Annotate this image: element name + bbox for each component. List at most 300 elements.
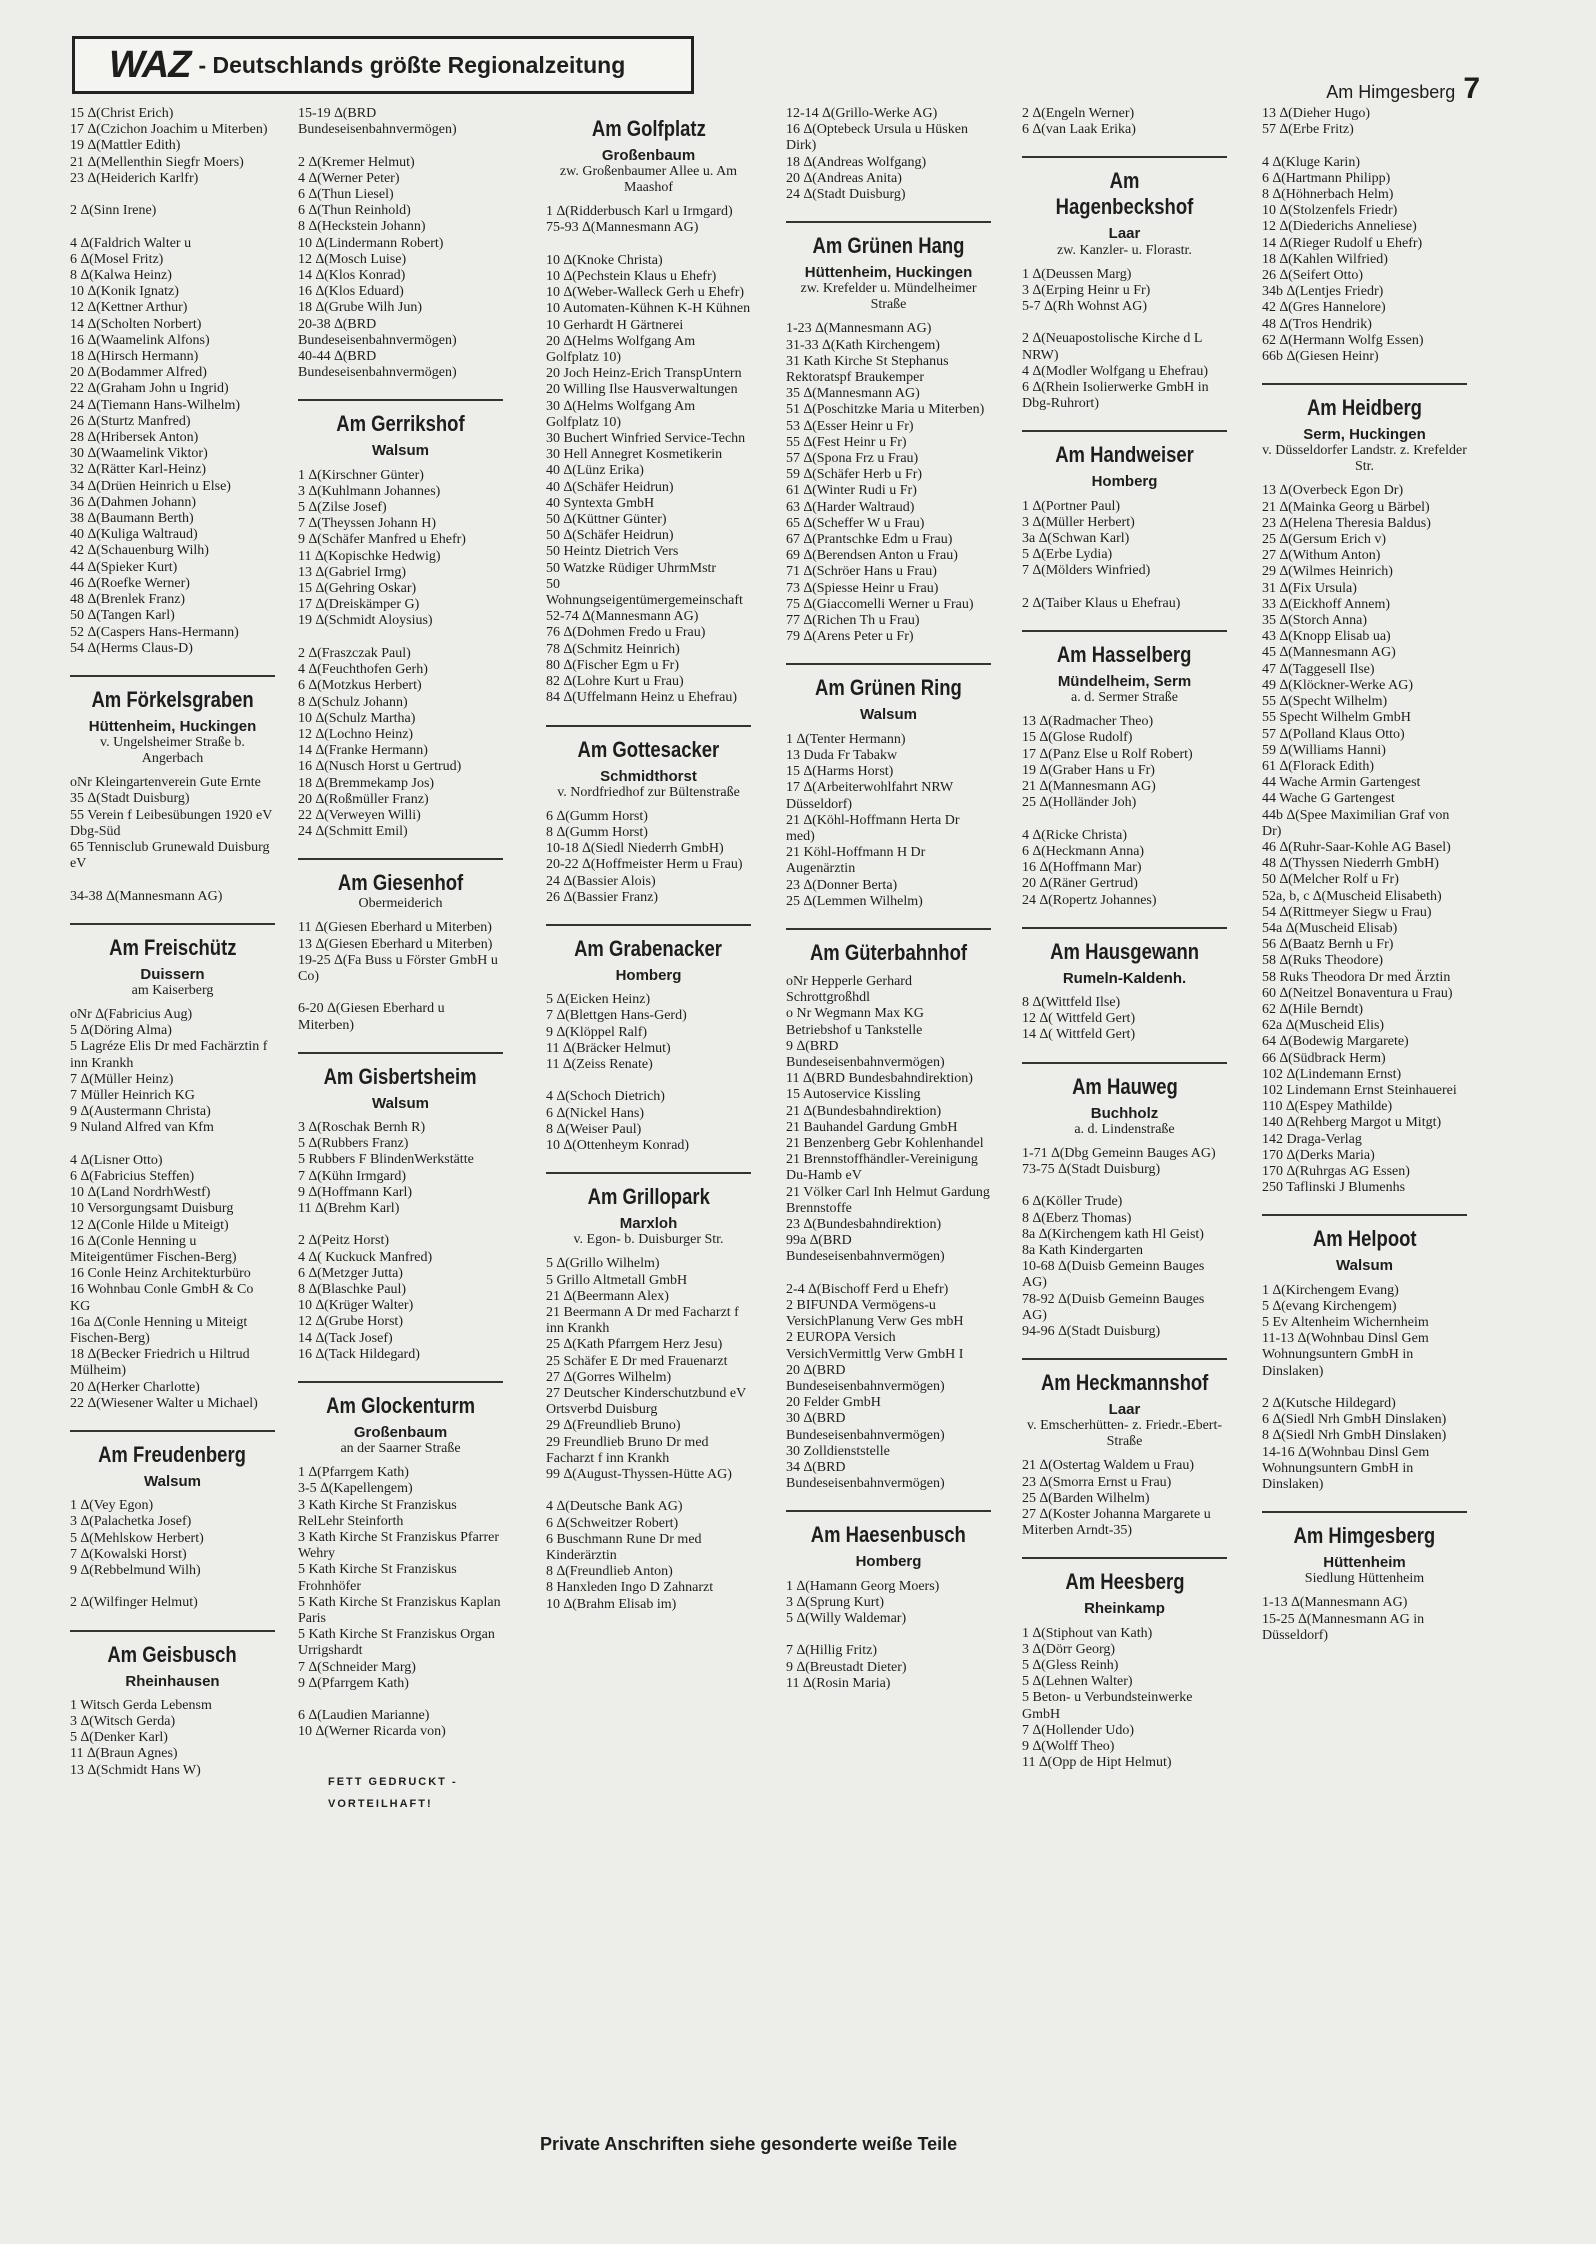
directory-entry: 16 ∆(Nusch Horst u Gertrud) <box>298 759 462 775</box>
entry-list <box>1022 995 1227 1044</box>
street-heading <box>70 675 275 767</box>
directory-entry: 15 ∆(Gehring Oskar) <box>298 581 417 597</box>
directory-entry: 18 ∆(Bremmekamp Jos) <box>298 775 435 791</box>
directory-entry: 10 ∆(Weber-Walleck Gerh u Ehefr) <box>546 285 745 301</box>
street-district: Marxloh <box>619 1215 678 1233</box>
directory-entry: 45 ∆(Mannesmann AG) <box>1262 645 1396 661</box>
waz-logo: WAZ <box>109 43 191 86</box>
street-name: Am Glockenturm <box>326 1393 475 1418</box>
directory-entry: 14 ∆(Klos Konrad) <box>298 268 406 284</box>
directory-entry: 24 ∆(Schmitt Emil) <box>298 824 408 840</box>
entry-list <box>786 973 994 1493</box>
directory-entry: 33 ∆(Eickhoff Annem) <box>1262 596 1391 612</box>
directory-entry: 5-7 ∆(Rh Wohnst AG) <box>1022 299 1148 315</box>
directory-entry: 30 Hell Annegret Kosmetikerin <box>546 447 723 463</box>
directory-entry: 9 ∆(Hoffmann Karl) <box>298 1184 413 1200</box>
directory-entry: 54a ∆(Muscheid Elisab) <box>1262 920 1398 936</box>
street-location: an der Saarner Straße <box>340 1441 461 1457</box>
directory-entry: 48 ∆(Brenlek Franz) <box>70 592 186 608</box>
footer-note: Private Anschriften siehe gesonderte weiße Teile <box>540 2134 958 2154</box>
directory-entry: 5 ∆(Erbe Lydia) <box>1022 547 1113 563</box>
directory-entry: 14 ∆(Franke Hermann) <box>298 743 428 759</box>
directory-entry: 40-44 ∆(BRD Bundeseisenbahnvermögen) <box>298 349 457 381</box>
directory-entry: 21 Völker Carl Inh Helmut Gardung Brennstoffe <box>786 1184 994 1216</box>
directory-entry: 63 ∆(Harder Waltraud) <box>786 499 915 515</box>
directory-entry <box>1022 1178 1227 1194</box>
directory-entry: 7 ∆(Blettgen Hans-Gerd) <box>546 1008 687 1024</box>
directory-entry: 16 ∆(Waamelink Alfons) <box>70 332 210 348</box>
street-name: Am Handweiser <box>1055 442 1194 468</box>
street-district: Homberg <box>855 1553 922 1571</box>
directory-entry: 4 ∆(Kluge Karin) <box>1262 154 1360 170</box>
directory-entry: 10 ∆(Brahm Elisab im) <box>546 1596 677 1612</box>
directory-entry: 73-75 ∆(Stadt Duisburg) <box>1022 1161 1161 1177</box>
street-heading <box>546 106 751 196</box>
directory-entry: 21 ∆(Bundesbahndirektion) <box>786 1103 942 1119</box>
directory-entry: 20 ∆(Räner Gertrud) <box>1022 876 1138 892</box>
directory-entry: 110 ∆(Espey Mathilde) <box>1262 1099 1393 1115</box>
directory-entry: 30 Buchert Winfried Service-Techn <box>546 431 746 447</box>
directory-entry: 5 ∆(Zilse Josef) <box>298 500 387 516</box>
street-name: Am Güterbahnhof <box>809 939 968 965</box>
street-district: Rheinkamp <box>1084 1600 1165 1618</box>
street-district: Serm, Huckingen <box>1303 426 1426 444</box>
directory-entry: 8 ∆(Eberz Thomas) <box>1022 1210 1132 1226</box>
directory-entry: 6 ∆(Hartmann Philipp) <box>1262 170 1391 186</box>
directory-entry: 5 ∆(Grillo Wilhelm) <box>546 1256 660 1272</box>
directory-entry: 24 ∆(Ropertz Johannes) <box>1022 892 1157 908</box>
directory-entry: 10 Automaten-Kühnen K-H Kühnen <box>546 301 751 317</box>
directory-entry: 44b ∆(Spee Maximilian Graf von Dr) <box>1262 807 1453 839</box>
directory-entry: 10-18 ∆(Siedl Niederrh GmbH) <box>546 841 724 857</box>
directory-entry: 46 ∆(Ruhr-Saar-Kohle AG Basel) <box>1262 839 1451 855</box>
directory-entry: 7 ∆(Hollender Udo) <box>1022 1722 1134 1738</box>
directory-entry: 5 ∆(Lehnen Walter) <box>1022 1674 1133 1690</box>
directory-entry: 12 ∆(Diederichs Anneliese) <box>1262 219 1417 235</box>
street-name: Am Heidberg <box>1306 395 1422 421</box>
directory-entry: 19 ∆(Mattler Edith) <box>70 138 181 154</box>
directory-entry: 13 ∆(Gabriel Irmg) <box>298 564 407 580</box>
directory-entry: 58 ∆(Ruks Theodore) <box>1262 953 1384 969</box>
street-district: Schmidthorst <box>600 767 697 785</box>
street-district: Großenbaum <box>353 1424 448 1441</box>
directory-entry: 140 ∆(Rehberg Margot u Mitgt) <box>1262 1115 1442 1131</box>
directory-entry: 3a ∆(Schwan Karl) <box>1022 531 1130 547</box>
street-heading <box>70 1630 275 1690</box>
directory-entry: 3 ∆(Müller Herbert) <box>1022 514 1135 530</box>
directory-entry: 2 BIFUNDA Vermögens-u VersichPlanung Verw Ges mbH <box>786 1297 964 1330</box>
directory-entry: 14 ∆( Wittfeld Gert) <box>1022 1027 1136 1043</box>
directory-entry: 35 ∆(Mannesmann AG) <box>786 386 920 402</box>
directory-entry: 6 ∆(Metzger Jutta) <box>298 1265 403 1281</box>
directory-entry: 142 Draga-Verlag <box>1262 1131 1362 1147</box>
directory-entry: 42 ∆(Gres Hannelore) <box>1262 300 1386 316</box>
directory-entry: 6 ∆(Schweitzer Robert) <box>546 1515 679 1531</box>
directory-entry: 54 ∆(Rittmeyer Siegw u Frau) <box>1262 904 1432 920</box>
directory-entry: 9 ∆(Rebbelmund Wilh) <box>70 1563 201 1579</box>
directory-entry: 1 ∆(Ridderbusch Karl u Irmgard) <box>546 204 733 220</box>
directory-column <box>1262 106 1467 1644</box>
directory-entry: 23 ∆(Smorra Ernst u Frau) <box>1022 1474 1172 1490</box>
directory-entry <box>70 872 275 888</box>
street-district: Rumeln-Kaldenh. <box>1062 969 1187 987</box>
directory-entry <box>1022 811 1227 827</box>
directory-entry: 12 ∆(Mosch Luise) <box>298 251 407 267</box>
directory-entry: 62 ∆(Hile Berndt) <box>1262 1001 1364 1017</box>
directory-entry: 17 ∆(Arbeiterwohlfahrt NRW Düsseldorf) <box>786 780 957 812</box>
directory-entry: o Nr Wegmann Max KG Betriebshof u Tankstelle <box>786 1006 928 1038</box>
directory-entry: 8 ∆(Weiser Paul) <box>546 1121 642 1137</box>
directory-entry: 7 ∆(Kühn Irmgard) <box>298 1168 407 1184</box>
street-district: Hüttenheim, Huckingen <box>804 264 973 282</box>
directory-entry: 77 ∆(Richen Th u Frau) <box>786 613 920 629</box>
directory-entry: 25 ∆(Lemmen Wilhelm) <box>786 893 923 909</box>
directory-entry: 54 ∆(Herms Claus-D) <box>70 640 193 656</box>
directory-entry: 5 ∆(Mehlskow Herbert) <box>70 1530 204 1546</box>
directory-entry: 36 ∆(Dahmen Johann) <box>70 494 196 510</box>
street-district: Rheinhausen <box>125 1672 220 1690</box>
entry-list <box>298 468 503 841</box>
street-name: Am Grillopark <box>587 1184 710 1210</box>
directory-entry: 11 ∆(Brehm Karl) <box>298 1200 400 1216</box>
directory-entry <box>546 237 751 253</box>
directory-entry: 61 ∆(Florack Edith) <box>1262 758 1374 774</box>
directory-entry: 1 ∆(Deussen Marg) <box>1022 266 1132 282</box>
directory-entry: 19 ∆(Schmidt Aloysius) <box>298 613 433 629</box>
directory-entry: 7 Müller Heinrich KG <box>70 1087 195 1103</box>
directory-entry: 69 ∆(Berendsen Anton u Frau) <box>786 548 958 564</box>
directory-entry: 2 ∆(Taiber Klaus u Ehefrau) <box>1022 595 1181 611</box>
directory-entry: 26 ∆(Seifert Otto) <box>1262 268 1364 284</box>
directory-column <box>546 106 751 1613</box>
directory-entry: 1-13 ∆(Mannesmann AG) <box>1262 1595 1408 1611</box>
directory-entry: 20-38 ∆(BRD Bundeseisenbahnvermögen) <box>298 316 457 348</box>
directory-entry: 15-25 ∆(Mannesmann AG in Düsseldorf) <box>1262 1611 1428 1643</box>
directory-entry: 4 ∆(Schoch Dietrich) <box>546 1089 665 1105</box>
directory-entry: 84 ∆(Uffelmann Heinz u Ehefrau) <box>546 690 738 706</box>
directory-entry: 9 ∆(Austermann Christa) <box>70 1104 211 1120</box>
street-name: Am Giesenhof <box>337 870 464 896</box>
street-location: a. d. Lindenstraße <box>1074 1121 1175 1137</box>
directory-entry: 8a ∆(Kirchengem kath Hl Geist) <box>1022 1226 1204 1242</box>
street-heading <box>546 725 751 801</box>
street-location: v. Nordfriedhof zur Bültenstraße <box>557 784 740 800</box>
directory-entry: 12 ∆(Grube Horst) <box>298 1314 403 1330</box>
page-number: 7 <box>1463 72 1480 105</box>
street-name: Am Heesberg <box>1064 1569 1185 1595</box>
directory-entry: 1 ∆(Tenter Hermann) <box>786 731 906 747</box>
directory-entry: 11 ∆(Zeiss Renate) <box>546 1056 653 1072</box>
directory-entry: 11 ∆(BRD Bundesbahndirektion) <box>786 1071 973 1087</box>
directory-entry <box>70 1137 275 1153</box>
directory-entry: 82 ∆(Lohre Kurt u Frau) <box>546 674 684 690</box>
directory-entry: 58 Ruks Theodora Dr med Ärztin <box>1262 969 1451 985</box>
directory-entry <box>546 1483 751 1499</box>
directory-entry: 44 Wache Armin Gartengest <box>1262 775 1421 791</box>
directory-entry: 14 ∆(Tack Josef) <box>298 1330 393 1346</box>
directory-entry: 25 ∆(Gersum Erich v) <box>1262 532 1387 548</box>
directory-entry: 35 ∆(Storch Anna) <box>1262 613 1367 629</box>
directory-entry: 1-23 ∆(Mannesmann AG) <box>786 321 932 337</box>
directory-entry: 20 Joch Heinz-Erich TranspUntern <box>546 366 742 382</box>
directory-entry <box>298 1692 503 1708</box>
directory-entry: 22 ∆(Verweyen Willi) <box>298 807 421 823</box>
directory-entry: 20 ∆(BRD Bundeseisenbahnvermögen) <box>786 1362 945 1394</box>
street-district: Hüttenheim <box>1323 1554 1406 1572</box>
directory-entry: 25 ∆(Barden Wilhelm) <box>1022 1490 1150 1506</box>
directory-entry: 30 ∆(Waamelink Viktor) <box>70 446 208 462</box>
directory-entry: 21 ∆(Köhl-Hoffmann Herta Dr med) <box>786 812 964 844</box>
directory-entry: 29 ∆(Freundlieb Bruno) <box>546 1418 681 1434</box>
directory-entry: 50 Watzke Rüdiger UhrmMstr <box>546 560 717 576</box>
directory-entry: 6 ∆(Köller Trude) <box>1022 1194 1123 1210</box>
directory-entry: 27 Deutscher Kinderschutzbund eV Ortsverbd Duisburg <box>546 1385 750 1418</box>
directory-entry: 5 Beton- u Verbundsteinwerke GmbH <box>1022 1690 1196 1722</box>
street-district: Homberg <box>1091 473 1158 491</box>
directory-entry: 21 Benzenberg Gebr Kohlenhandel <box>786 1135 984 1151</box>
masthead <box>72 36 694 94</box>
directory-entry: 34 ∆(BRD Bundeseisenbahnvermögen) <box>786 1460 945 1492</box>
directory-entry: 71 ∆(Schröer Hans u Frau) <box>786 564 937 580</box>
street-heading <box>298 399 503 459</box>
directory-entry: 20 Felder GmbH <box>786 1395 881 1411</box>
directory-entry: 62a ∆(Muscheid Elis) <box>1262 1018 1385 1034</box>
directory-entry: 10 ∆(Konik Ignatz) <box>70 284 179 300</box>
directory-entry: 30 ∆(BRD Bundeseisenbahnvermögen) <box>786 1411 945 1443</box>
street-heading <box>1022 630 1227 706</box>
directory-entry: 14-16 ∆(Wohnbau Dinsl Gem Wohnungsuntern GmbH in Dinslaken) <box>1262 1444 1433 1493</box>
directory-entry: 8 ∆(Gumm Horst) <box>546 824 648 840</box>
directory-entry: 16 ∆(Hoffmann Mar) <box>1022 860 1142 876</box>
directory-entry: 2 ∆(Kutsche Hildegard) <box>1262 1396 1396 1412</box>
directory-entry: oNr Kleingartenverein Gute Ernte <box>70 775 261 791</box>
directory-entry: 2 ∆(Peitz Horst) <box>298 1233 389 1249</box>
directory-entry: 48 ∆(Thyssen Niederrh GmbH) <box>1262 856 1439 872</box>
directory-entry: 25 ∆(Kath Pfarrgem Herz Jesu) <box>546 1337 723 1353</box>
directory-column <box>786 106 994 1692</box>
directory-entry: 16 Wohnbau Conle GmbH & Co KG <box>70 1282 257 1314</box>
street-name: Am Golfplatz <box>591 116 706 141</box>
directory-entry <box>546 1073 751 1089</box>
directory-entry: oNr ∆(Fabricius Aug) <box>70 1006 193 1022</box>
directory-entry: 19-25 ∆(Fa Buss u Förster GmbH u Co) <box>298 952 502 984</box>
directory-entry: 1 ∆(Pfarrgem Kath) <box>298 1465 409 1481</box>
directory-entry: 11 ∆(Giesen Eberhard u Miterben) <box>298 920 492 936</box>
directory-entry: 50 ∆(Melcher Rolf u Fr) <box>1262 872 1399 888</box>
directory-entry: 13 ∆(Overbeck Egon Dr) <box>1262 483 1404 499</box>
directory-entry: 6-20 ∆(Giesen Eberhard u Miterben) <box>298 1001 449 1033</box>
directory-entry <box>786 1627 991 1643</box>
directory-entry: 8 ∆(Kalwa Heinz) <box>70 268 172 284</box>
street-district: Laar <box>1108 1401 1141 1419</box>
directory-entry: 16 Conle Heinz Architekturbüro <box>70 1266 251 1282</box>
street-name: Am Heckmannshof <box>1040 1370 1209 1396</box>
directory-entry: 28 ∆(Hribersek Anton) <box>70 430 199 446</box>
street-district: Duissern <box>140 965 205 983</box>
directory-entry: 6 ∆(Thun Liesel) <box>298 187 394 203</box>
directory-entry: 40 ∆(Schäfer Heidrun) <box>546 479 674 495</box>
directory-entry <box>70 187 275 203</box>
entry-list <box>70 775 275 905</box>
entry-list <box>298 1120 503 1363</box>
directory-entry: 27 ∆(Koster Johanna Margarete u Miterben Arndt-35) <box>1022 1506 1215 1539</box>
directory-entry: 1 Witsch Gerda Lebensm <box>70 1697 212 1713</box>
directory-entry: 21 ∆(Beermann Alex) <box>546 1288 669 1304</box>
directory-entry: 99a ∆(BRD Bundeseisenbahnvermögen) <box>786 1233 945 1265</box>
directory-entry: 8 ∆(Freundlieb Anton) <box>546 1564 673 1580</box>
directory-entry: 12 ∆(Conle Hilde u Miteigt) <box>70 1217 229 1233</box>
directory-entry: 6 ∆(Nickel Hans) <box>546 1105 644 1121</box>
directory-entry: 21 Brennstoffhändler-Vereinigung Du-Hamb eV <box>786 1152 982 1184</box>
entry-list <box>1022 1146 1227 1340</box>
street-location: am Kaiserberg <box>131 982 214 998</box>
page-street-reference: Am Himgesberg <box>1326 82 1456 102</box>
entry-list <box>70 1698 275 1779</box>
directory-entry: 170 ∆(Derks Maria) <box>1262 1147 1375 1163</box>
entry-list <box>786 321 991 645</box>
directory-entry: 20 ∆(Andreas Anita) <box>786 170 902 186</box>
entry-list <box>786 732 991 910</box>
directory-entry: 3 ∆(Witsch Gerda) <box>70 1714 176 1730</box>
directory-entry <box>1262 1380 1467 1396</box>
directory-entry: 16a ∆(Conle Henning u Miteigt Fischen-Berg) <box>70 1314 251 1346</box>
directory-entry: 24 ∆(Tiemann Hans-Wilhelm) <box>70 397 241 413</box>
directory-entry: 3 ∆(Erping Heinr u Fr) <box>1022 282 1151 298</box>
directory-entry: 50 Heintz Dietrich Vers <box>546 544 679 560</box>
directory-entry: 56 ∆(Baatz Bernh u Fr) <box>1262 937 1394 953</box>
directory-entry: 16 ∆(Klos Eduard) <box>298 284 404 300</box>
directory-entry: 10 ∆(Land NordrhWestf) <box>70 1185 211 1201</box>
directory-entry: 25 ∆(Holländer Joh) <box>1022 795 1137 811</box>
directory-entry: 57 ∆(Erbe Fritz) <box>1262 122 1354 138</box>
directory-entry: 55 ∆(Fest Heinr u Fr) <box>786 434 907 450</box>
directory-entry: 65 Tennisclub Grunewald Duisburg eV <box>70 839 274 872</box>
directory-entry: 3-5 ∆(Kapellengem) <box>298 1481 413 1497</box>
directory-entry: 4 ∆(Faldrich Walter u <box>70 235 192 251</box>
directory-entry: 6 ∆(van Laak Erika) <box>1022 122 1136 138</box>
directory-entry: 6 ∆(Thun Reinhold) <box>298 203 411 219</box>
directory-entry <box>1022 315 1227 331</box>
street-heading <box>786 221 991 313</box>
directory-entry: 5 ∆(Döring Alma) <box>70 1023 172 1039</box>
directory-entry: 14 ∆(Rieger Rudolf u Ehefr) <box>1262 235 1423 251</box>
directory-entry: 46 ∆(Roefke Werner) <box>70 575 190 591</box>
entry-list <box>298 920 503 1033</box>
directory-entry: 26 ∆(Bassier Franz) <box>546 889 658 905</box>
entry-list <box>1022 1626 1227 1772</box>
street-name: Am Freischütz <box>108 934 237 960</box>
directory-entry: 5 Ev Altenheim Wichernheim <box>1262 1315 1429 1330</box>
street-location: zw. Kanzler- u. Florastr. <box>1057 242 1192 258</box>
directory-entry: 5 Lagréze Elis Dr med Fachärztin f inn Krankh <box>70 1039 271 1071</box>
entry-list <box>1022 106 1227 138</box>
directory-entry: 31 ∆(Fix Ursula) <box>1262 580 1357 596</box>
directory-entry: 5 Rubbers F BlindenWerkstätte <box>298 1152 474 1168</box>
street-district: Laar <box>1108 225 1141 243</box>
directory-entry: 16 ∆(Conle Henning u Miteigentümer Fischen-Berg) <box>70 1233 237 1265</box>
directory-entry: 20 ∆(Roßmüller Franz) <box>298 791 429 807</box>
street-heading <box>786 663 991 723</box>
street-heading <box>546 1172 751 1248</box>
directory-entry: 34b ∆(Lentjes Friedr) <box>1262 284 1384 300</box>
directory-entry: 16 ∆(Optebeck Ursula u Hüsken Dirk) <box>786 122 972 154</box>
directory-entry: 64 ∆(Bodewig Margarete) <box>1262 1034 1409 1050</box>
street-name: Am Gerrikshof <box>336 411 465 437</box>
directory-entry: 7 ∆(Hillig Fritz) <box>786 1643 877 1659</box>
directory-entry: 23 ∆(Heiderich Karlfr) <box>70 170 199 186</box>
directory-entry: 6 ∆(Rhein Isolierwerke GmbH in Dbg-Ruhrort) <box>1022 380 1213 412</box>
directory-entry: 49 ∆(Klöckner-Werke AG) <box>1262 677 1413 693</box>
directory-entry <box>298 1217 503 1233</box>
directory-entry: 30 Zolldienststelle <box>786 1443 890 1459</box>
directory-entry: 17 ∆(Czichon Joachim u Miterben) <box>70 122 268 138</box>
directory-entry: 21 ∆(Ostertag Waldem u Frau) <box>1022 1458 1195 1474</box>
directory-entry: 52a, b, c ∆(Muscheid Elisabeth) <box>1262 888 1442 904</box>
directory-entry: 13 ∆(Schmidt Hans W) <box>70 1762 201 1778</box>
street-location: zw. Krefelder u. Mündelheimer Straße <box>800 281 977 313</box>
directory-entry: 51 ∆(Poschitzke Maria u Miterben) <box>786 402 985 418</box>
street-name: Am Grünen Hang <box>812 233 965 259</box>
street-heading <box>786 928 991 966</box>
entry-list <box>546 204 751 706</box>
directory-entry: 8a Kath Kindergarten <box>1022 1242 1144 1258</box>
street-heading <box>1022 1062 1227 1138</box>
directory-entry: 5 ∆(evang Kirchengem) <box>1262 1298 1397 1314</box>
directory-entry: 1 ∆(Hamann Georg Moers) <box>786 1578 940 1594</box>
entry-list <box>1262 1595 1467 1644</box>
directory-entry: 23 ∆(Donner Berta) <box>786 877 898 893</box>
directory-entry: 5 Grillo Altmetall GmbH <box>546 1272 688 1288</box>
street-location: zw. Großenbaumer Allee u. Am Maashof <box>559 164 738 196</box>
directory-entry: 13 ∆(Giesen Eberhard u Miterben) <box>298 936 493 952</box>
directory-entry: 21 Beermann A Dr med Facharzt f inn Krankh <box>546 1304 743 1337</box>
directory-entry: 40 ∆(Lünz Erika) <box>546 463 644 479</box>
directory-entry: 170 ∆(Ruhrgas AG Essen) <box>1262 1163 1410 1179</box>
directory-entry: 55 ∆(Specht Wilhelm) <box>1262 694 1388 710</box>
entry-list <box>786 106 991 203</box>
directory-entry: 12 ∆(Kettner Arthur) <box>70 300 188 316</box>
directory-entry: 29 Freundlieb Bruno Dr med Facharzt f inn Krankh <box>546 1434 713 1466</box>
street-district: Walsum <box>372 442 429 460</box>
directory-entry: 5 ∆(Denker Karl) <box>70 1730 168 1746</box>
directory-entry: 6 ∆(Mosel Fritz) <box>70 251 164 267</box>
directory-entry: 1 ∆(Kirchengem Evang) <box>1262 1282 1399 1298</box>
street-name: Am Gottesacker <box>577 736 720 762</box>
directory-entry: 3 Kath Kirche St Franziskus RelLehr Steinforth <box>298 1497 461 1529</box>
street-heading <box>546 924 751 984</box>
directory-entry: 5 Kath Kirche St Franziskus Kaplan Paris <box>298 1594 505 1627</box>
directory-entry: 60 ∆(Neitzel Bonaventura u Frau) <box>1262 985 1453 1001</box>
directory-entry: 8 ∆(Wittfeld Ilse) <box>1022 994 1121 1010</box>
directory-entry: 17 ∆(Dreiskämper G) <box>298 597 420 613</box>
directory-entry: 250 Taflinski J Blumenhs <box>1262 1180 1406 1196</box>
entry-list <box>70 1498 275 1611</box>
street-name: Am Haesenbusch <box>810 1522 967 1548</box>
directory-entry: 8 ∆(Siedl Nrh GmbH Dinslaken) <box>1262 1428 1447 1444</box>
directory-entry: 5 ∆(Gless Reinh) <box>1022 1657 1119 1673</box>
directory-entry: 12 ∆( Wittfeld Gert) <box>1022 1011 1136 1027</box>
street-name: Am Freudenberg <box>98 1442 247 1468</box>
directory-entry: 2 ∆(Engeln Werner) <box>1022 106 1135 121</box>
directory-entry: 5 Kath Kirche St Franziskus Organ Urrigshardt <box>298 1627 499 1659</box>
directory-entry: 10 Versorgungsamt Duisburg <box>70 1201 234 1217</box>
directory-entry: 20 ∆(Herker Charlotte) <box>70 1379 200 1395</box>
directory-entry: 13 Duda Fr Tabakw <box>786 747 898 763</box>
directory-entry: 79 ∆(Arens Peter u Fr) <box>786 629 914 645</box>
directory-entry: 40 ∆(Kuliga Waltraud) <box>70 527 198 543</box>
directory-entry: 10 ∆(Krüger Walter) <box>298 1298 414 1314</box>
directory-entry: 11 ∆(Kopischke Hedwig) <box>298 548 441 564</box>
